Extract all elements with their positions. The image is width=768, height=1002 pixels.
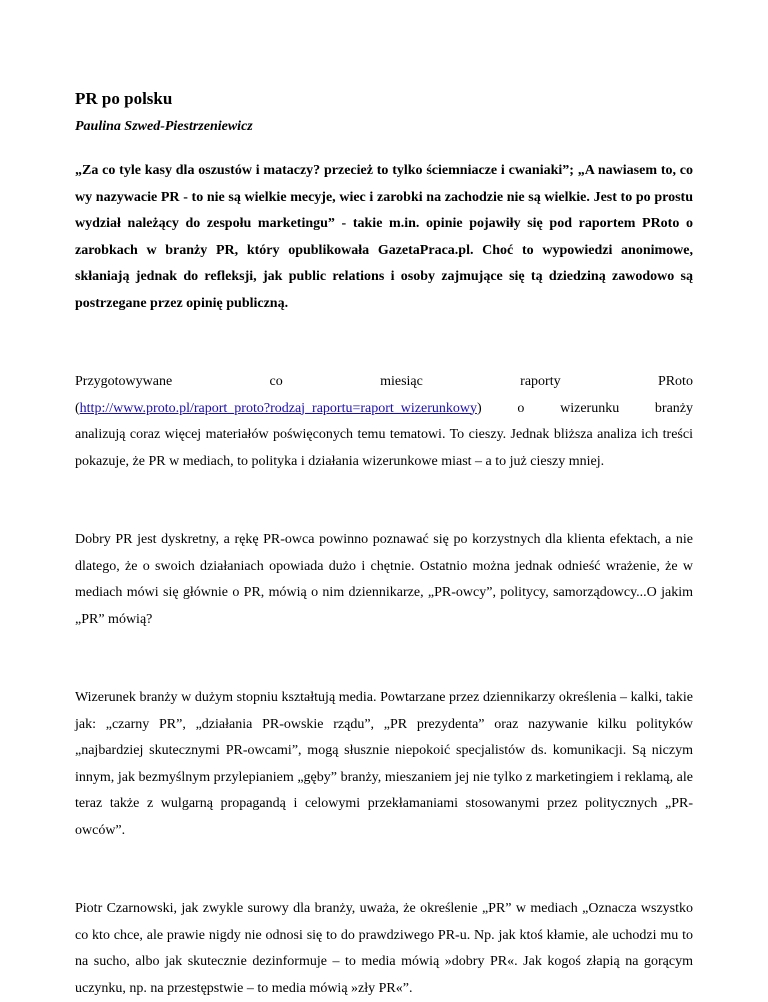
link-trailing-text: ) o wizerunku branży: [477, 400, 693, 416]
word: PRoto: [657, 374, 693, 389]
paragraph-czarnowski: Piotr Czarnowski, jak zwykle surowy dla branży, uważa, że określenie „PR” w mediach „Oznacza wszystko co kto chce, ale prawie nigdy nie odnosi się to do prawdziwego PR-u. Np. jak ktoś kłamie, ale uchodzi mu to na sucho, albo jak skutecznie dezinformuje – to media mówią »dobry PR«. Jak kogoś złapią na gorącym uczynku, np. na przestępstwie – to media mówią »zły PR«”.: [75, 901, 693, 996]
word: miesiąc: [380, 374, 423, 389]
word: raporty: [520, 374, 561, 389]
lead-paragraph: „Za co tyle kasy dla oszustów i mataczy? przecież to tylko ściemniacze i cwaniaki”; „A nawiasem to, co wy nazywacie PR - to nie są wielkie mecyje, wiec i zarobki na zachodzie nie są wielkie. Jest to po prostu wydział należący do zespołu marketingu” - takie m.in. opinie pojawiły się pod raportem PRoto o zarobkach w branży PR, który opublikowała GazetaPraca.pl. Choć to wypowiedzi anonimowe, skłaniają jednak do refleksji, jak public relations i osoby zajmujące się tą dziedziną zawodowo są postrzegane przez opinię publiczną.: [75, 163, 693, 311]
article-author: Paulina Szwed-Piestrzeniewicz: [75, 119, 253, 134]
paragraph-proto-reports: [75, 369, 693, 475]
paragraph-line-spread: [75, 369, 693, 396]
proto-report-link[interactable]: http://www.proto.pl/raport_proto?rodzaj_raportu=raport_wizerunkowy: [79, 400, 477, 416]
paragraph-good-pr: Dobry PR jest dyskretny, a rękę PR-owca powinno poznawać się po korzystnych dla klienta efektach, a nie dlatego, że o swoich działaniach opowiada dużo i chętnie. Ostatnio można jednak odnieść wrażenie, że w mediach mówi się głównie o PR, mówią o nim dziennikarze, „PR-owcy”, politycy, samorządowcy...O jakim „PR” mówią?: [75, 532, 693, 627]
paragraph-link-line: [75, 396, 693, 423]
paragraph-rest: analizują coraz więcej materiałów poświęconych temu tematowi. To cieszy. Jednak bliższa analiza ich treści pokazuje, że PR w mediach, to polityka i działania wizerunkowe miast – a to już cieszy mniej.: [75, 427, 693, 469]
word: Przygotowywane: [75, 374, 173, 389]
article-title: PR po polsku: [75, 89, 173, 108]
open-paren: (: [75, 400, 80, 416]
paragraph-media-image: Wizerunek branży w dużym stopniu kształtują media. Powtarzane przez dziennikarzy określenia – kalki, takie jak: „czarny PR”, „działania PR-owskie rządu”, „PR prezydenta” oraz nazywanie kilku polityków „najbardziej skutecznymi PR-owcami”, mogą słusznie niepokoić specjalistów ds. komunikacji. Są niczym innym, jak bezmyślnym przylepianiem „gęby” branży, mieszaniem jej nie tylko z marketingiem i reklamą, ale teraz także z wulgarną propagandą i celowymi przekłamaniami stosowanymi przez politycznych „PR-owców”.: [75, 690, 693, 838]
document-page: [75, 88, 693, 1002]
word: co: [269, 374, 283, 389]
